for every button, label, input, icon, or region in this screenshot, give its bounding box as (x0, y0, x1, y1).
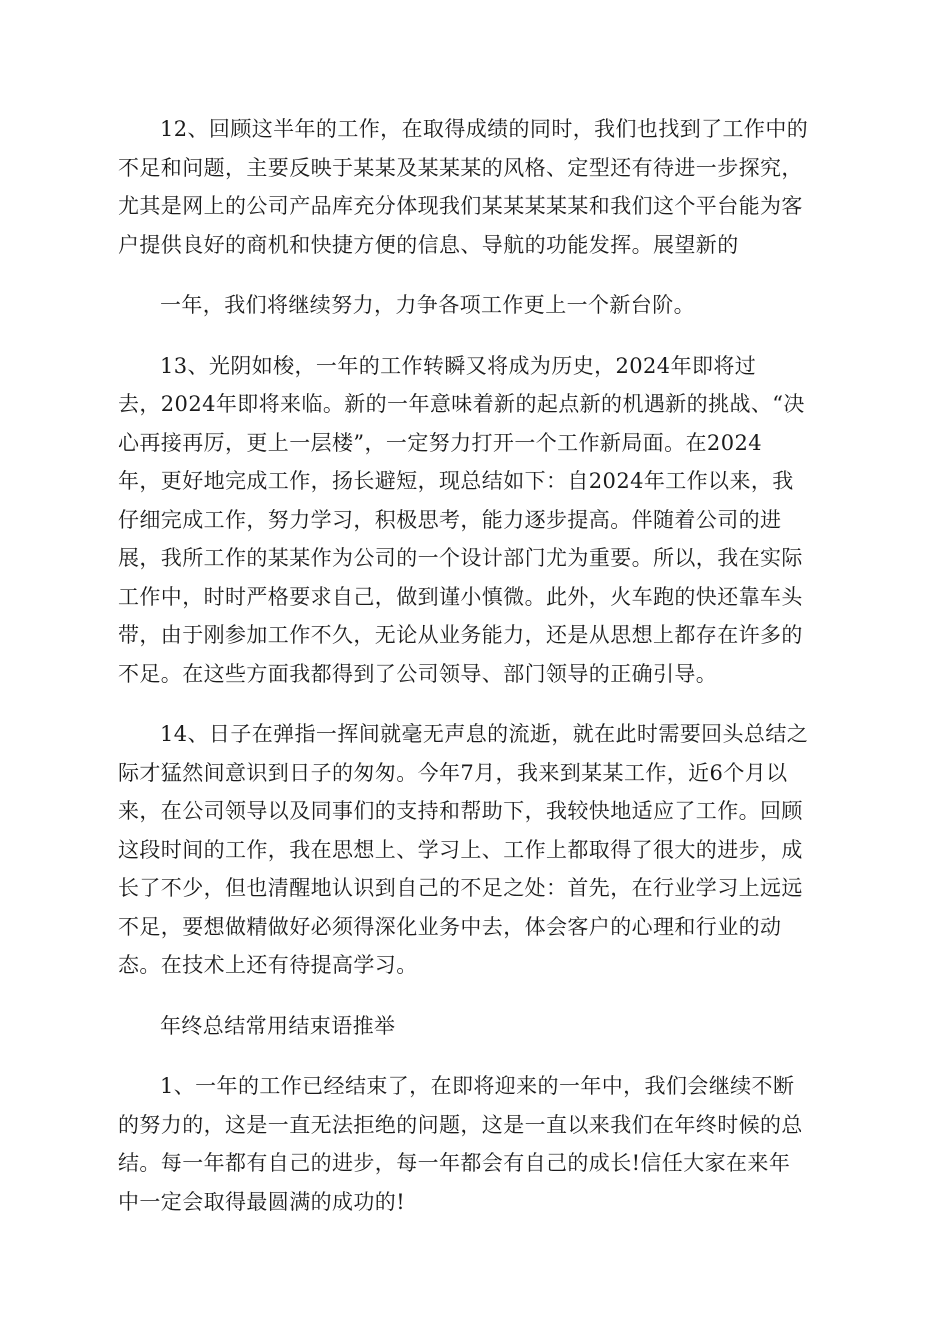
paragraph-gap (118, 264, 836, 286)
paragraph-continuation (118, 286, 836, 325)
section-heading (118, 1007, 836, 1046)
paragraph-12 (118, 110, 836, 264)
paragraph-line: 尤其是网上的公司产品库充分体现我们某某某某某和我们这个平台能为客 (118, 194, 803, 218)
paragraph-line: 去，2024年即将来临。新的一年意味着新的起点新的机遇新的挑战、“决 (118, 392, 805, 416)
paragraph-line: 年，更好地完成工作，扬长避短，现总结如下：自2024年工作以来，我 (118, 469, 794, 493)
paragraph-line: 13、光阴如梭，一年的工作转瞬又将成为历史，2024年即将过 (160, 353, 757, 378)
paragraph-line: 长了不少，但也清醒地认识到自己的不足之处：首先，在行业学习上远远 (118, 876, 803, 900)
paragraph-line: 12、回顾这半年的工作，在取得成绩的同时，我们也找到了工作中的 (160, 117, 809, 141)
paragraph-line: 的努力的，这是一直无法拒绝的问题，这是一直以来我们在年终时候的总 (118, 1112, 803, 1137)
paragraph-1 (118, 1067, 836, 1221)
document-body (118, 110, 836, 1221)
paragraph-line: 不足，要想做精做好必须得深化业务中去，体会客户的心理和行业的动 (118, 914, 782, 939)
paragraph-14 (118, 715, 836, 985)
paragraph-line: 1、一年的工作已经结束了，在即将迎来的一年中，我们会继续不断 (160, 1074, 795, 1098)
paragraph-line: 结。每一年都有自己的进步，每一年都会有自己的成长!信任大家在来年 (118, 1151, 791, 1175)
paragraph-line: 际才猛然间意识到日子的匆匆。今年7月，我来到某某工作，近6个月以 (118, 760, 788, 785)
paragraph-line: 心再接再厉，更上一层楼”，一定努力打开一个工作新局面。在2024 (118, 430, 762, 455)
paragraph-line: 户提供良好的商机和快捷方便的信息、导航的功能发挥。展望新的 (118, 232, 739, 257)
heading-line: 年终总结常用结束语推举 (160, 1013, 396, 1038)
paragraph-line: 中一定会取得最圆满的成功的! (118, 1189, 406, 1214)
paragraph-line: 展，我所工作的某某作为公司的一个设计部门尤为重要。所以，我在实际 (118, 546, 803, 570)
paragraph-line: 态。在技术上还有待提高学习。 (118, 953, 418, 977)
paragraph-line: 不足和问题，主要反映于某某及某某某的风格、定型还有待进一步探究， (118, 155, 803, 180)
paragraph-gap (118, 1045, 836, 1067)
paragraph-line: 不足。在这些方面我都得到了公司领导、部门领导的正确引导。 (118, 661, 718, 686)
paragraph-gap (118, 325, 836, 347)
paragraph-line: 仔细完成工作，努力学习，积极思考，能力逐步提高。伴随着公司的进 (118, 507, 782, 532)
paragraph-line: 来，在公司领导以及同事们的支持和帮助下，我较快地适应了工作。回顾 (118, 799, 803, 823)
paragraph-13 (118, 347, 836, 694)
paragraph-gap (118, 985, 836, 1007)
paragraph-line: 带，由于刚参加工作不久，无论从业务能力，还是从思想上都存在许多的 (118, 623, 803, 647)
paragraph-line: 这段时间的工作，我在思想上、学习上、工作上都取得了很大的进步，成 (118, 837, 803, 862)
paragraph-gap (118, 693, 836, 715)
paragraph-line: 工作中，时时严格要求自己，做到谨小慎微。此外，火车跑的快还靠车头 (118, 584, 803, 609)
paragraph-line: 一年，我们将继续努力，力争各项工作更上一个新台阶。 (160, 293, 695, 317)
paragraph-line: 14、日子在弹指一挥间就毫无声息的流逝，就在此时需要回头总结之 (160, 722, 809, 746)
